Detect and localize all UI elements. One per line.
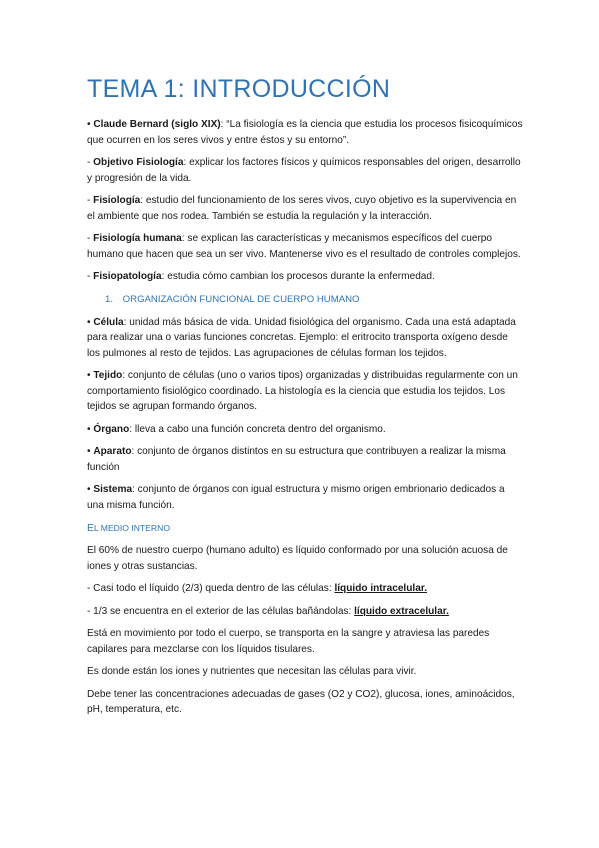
section-number: 1. bbox=[105, 293, 114, 305]
intro-section bbox=[87, 117, 523, 285]
bullet: • bbox=[87, 484, 94, 495]
definition: : unidad más básica de vida. Unidad fisiológica del organismo. Cada una está adaptada para realizar una o varias funciones concretas. Ejemplo: el eritrocito transporta oxígeno desde los pulmones al resto de tejidos. Las agrupaciones de células forman los tejidos. bbox=[87, 316, 516, 359]
definition: : explicar los factores físicos y químicos responsables del origen, desarrollo y progresión de la vida. bbox=[87, 157, 521, 184]
intro-paragraph bbox=[87, 117, 523, 148]
bullet: - bbox=[87, 195, 94, 206]
org-paragraph bbox=[87, 315, 523, 362]
organization-section bbox=[87, 315, 523, 514]
intro-paragraph bbox=[87, 155, 523, 186]
body-text: - 1/3 se encuentra en el exterior de las células bañándolas: bbox=[87, 605, 355, 617]
bullet: • bbox=[87, 119, 94, 130]
bullet: • bbox=[87, 370, 94, 381]
definition: : conjunto de células (uno o varios tipos) organizadas y distribuidas regularmente con un comportamiento fisiológico coordinado. La histología es la ciencia que estudia los tejidos. Los tejidos se agrupan formando órganos. bbox=[87, 370, 518, 412]
org-paragraph bbox=[87, 482, 523, 513]
org-paragraph bbox=[87, 422, 523, 438]
definition: : “La fisiología es la ciencia que estudia los procesos fisicoquímicos que ocurren en los seres vivos y entre éstos y su entorno”. bbox=[87, 119, 523, 146]
definition: : estudia cómo cambian los procesos durante la enfermedad. bbox=[161, 271, 435, 282]
term: Fisiología bbox=[93, 195, 141, 206]
term: Fisiología humana bbox=[93, 233, 182, 244]
body-paragraph: Debe tener las concentraciones adecuadas de gases (O2 y CO2), glucosa, iones, aminoácidos, pH, temperatura, etc. bbox=[87, 688, 515, 715]
medio-interno-section bbox=[87, 543, 523, 718]
subsection-rest: L MEDIO INTERNO bbox=[93, 523, 171, 533]
body-paragraph bbox=[87, 581, 523, 597]
intro-paragraph bbox=[87, 231, 523, 262]
bullet: • bbox=[87, 446, 94, 457]
bullet: • bbox=[87, 316, 94, 328]
bullet: - bbox=[87, 271, 94, 282]
term: Sistema bbox=[93, 484, 133, 495]
bullet: - bbox=[87, 157, 94, 168]
org-paragraph bbox=[87, 368, 523, 415]
term: Objetivo Fisiología bbox=[93, 157, 184, 168]
definition: : conjunto de órganos distintos en su estructura que contribuyen a realizar la misma función bbox=[87, 446, 506, 473]
term: Aparato bbox=[93, 446, 132, 457]
body-paragraph: Es donde están los iones y nutrientes que necesitan las células para vivir. bbox=[87, 666, 417, 677]
bullet: - bbox=[87, 233, 94, 244]
term: Tejido bbox=[93, 370, 123, 381]
intro-paragraph bbox=[87, 269, 523, 285]
term: Célula bbox=[93, 316, 124, 328]
body-text: - Casi todo el líquido (2/3) queda dentro de las células: bbox=[87, 583, 335, 594]
subsection-initial: E bbox=[87, 523, 94, 534]
bullet: • bbox=[87, 423, 94, 435]
term: Órgano bbox=[93, 423, 130, 435]
definition: : se explican las características y mecanismos específicos del cuerpo humano que hacen que sea un ser vivo. Mantenerse vivo es el resultado de controles complejos. bbox=[87, 233, 521, 260]
body-paragraph: Está en movimiento por todo el cuerpo, se transporta en la sangre y atraviesa las paredes capilares para mezclarse con los líquidos tisulares. bbox=[87, 628, 490, 655]
page-title: TEMA 1: INTRODUCCIÓN bbox=[87, 75, 391, 103]
term: Claude Bernard (siglo XIX) bbox=[93, 119, 221, 130]
definition: : lleva a cabo una función concreta dentro del organismo. bbox=[129, 423, 386, 435]
section-heading-text: ORGANIZACIÓN FUNCIONAL DE CUERPO HUMANO bbox=[122, 293, 360, 305]
definition: : conjunto de órganos con igual estructura y mismo origen embrionario dedicados a una misma función. bbox=[87, 484, 505, 511]
term: líquido intracelular. bbox=[334, 583, 427, 594]
intro-paragraph bbox=[87, 193, 523, 224]
definition: : estudio del funcionamiento de los seres vivos, cuyo objetivo es la supervivencia en el ambiente que nos rodea. También se estudia la regulación y la interacción. bbox=[87, 195, 517, 222]
org-paragraph bbox=[87, 444, 523, 475]
term: líquido extracelular. bbox=[354, 605, 449, 617]
body-paragraph bbox=[87, 604, 523, 620]
subsection-heading bbox=[87, 521, 523, 536]
term: Fisiopatología bbox=[93, 271, 162, 282]
body-paragraph: El 60% de nuestro cuerpo (humano adulto) es líquido conformado por una solución acuosa de iones y otras sustancias. bbox=[87, 545, 508, 572]
section-heading bbox=[87, 292, 523, 308]
